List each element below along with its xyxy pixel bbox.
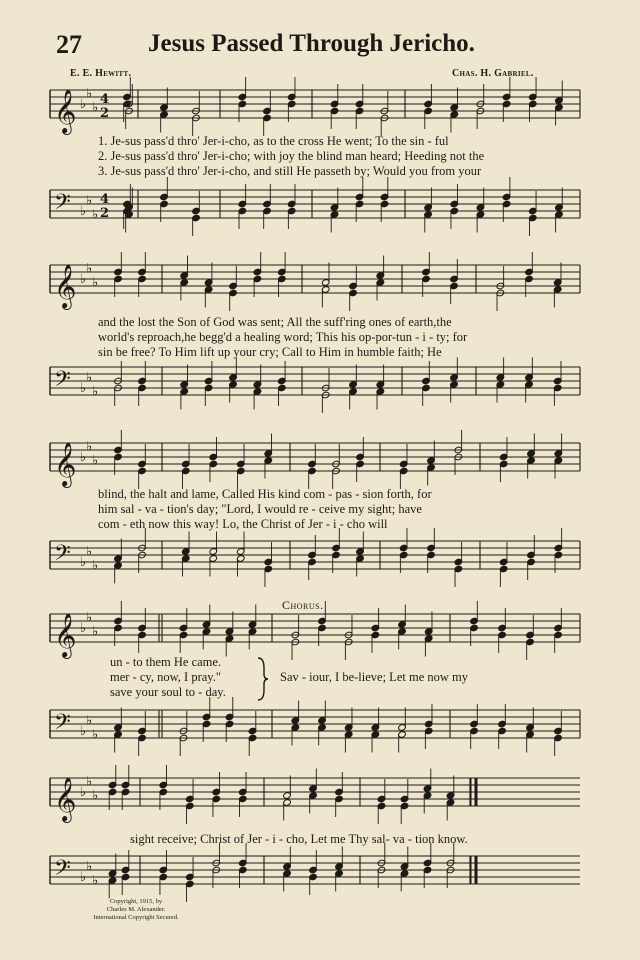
flat-sign-icon: ♭	[86, 544, 93, 560]
flat-sign-icon: ♭	[80, 785, 87, 800]
flat-sign-icon: ♭	[80, 621, 87, 636]
bass-staff	[50, 541, 580, 601]
copyright-line: Copyright, 1915, by	[109, 898, 163, 905]
treble-clef-icon: 𝄞	[54, 777, 77, 821]
lyric-line: him sal - va - tion's day; "Lord, I would re - ceive my sight; have	[98, 502, 422, 516]
flat-sign-icon: ♭	[92, 275, 99, 291]
lyric-line: mer - cy, now, I pray."	[110, 670, 221, 684]
flat-sign-icon: ♭	[92, 453, 99, 469]
bass-staff	[50, 710, 580, 770]
treble-clef-icon: 𝄞	[54, 613, 77, 657]
lyric-line: save your soul to - day.	[110, 685, 226, 699]
flat-sign-icon: ♭	[86, 439, 93, 455]
time-signature-icon: 2	[100, 206, 110, 221]
treble-clef-icon: 𝄞	[54, 264, 77, 308]
lyric-line: 1. Je-sus pass'd thro' Jer-i-cho, as to the cross He went; To the sin - ful	[98, 134, 449, 148]
lyric-line: un - to them He came.	[110, 655, 222, 669]
time-signature-icon: 4	[100, 92, 110, 107]
flat-sign-icon: ♭	[92, 100, 99, 116]
flat-sign-icon: ♭	[86, 86, 93, 102]
flat-sign-icon: ♭	[80, 870, 87, 885]
flat-sign-icon: ♭	[80, 272, 87, 287]
flat-sign-icon: ♭	[80, 97, 87, 112]
chorus-label: Chorus.	[282, 598, 324, 612]
hymn-number: 27	[56, 30, 82, 59]
lyric-line: sin be free? To Him lift up your cry; Call to Him in humble faith; He	[98, 345, 442, 359]
music-system-2	[50, 255, 580, 415]
bass-clef-icon: 𝄢	[54, 367, 71, 397]
treble-clef-icon: 𝄞	[54, 442, 77, 486]
music-system-3	[50, 425, 580, 585]
bass-clef-icon: 𝄢	[54, 710, 71, 740]
copyright-notice	[66, 898, 206, 922]
copyright-line: Charles M. Alexander.	[106, 906, 166, 913]
lyric-line: 2. Je-sus pass'd thro' Jer-i-cho; with joy the blind man heard; Heeding not the	[98, 149, 485, 163]
flat-sign-icon: ♭	[80, 724, 87, 739]
lyric-line: world's reproach,he begg'd a healing word; This his op-por-tun - i - ty; for	[98, 330, 468, 344]
flat-sign-icon: ♭	[92, 727, 99, 743]
treble-staff	[50, 774, 580, 838]
time-signature-icon: 4	[100, 192, 110, 207]
brace-icon	[256, 656, 268, 702]
bass-clef-icon: 𝄢	[54, 190, 71, 220]
flat-sign-icon: ♭	[92, 873, 99, 889]
flat-sign-icon: ♭	[86, 261, 93, 277]
hymn-title: Jesus Passed Through Jericho.	[148, 30, 475, 57]
flat-sign-icon: ♭	[86, 370, 93, 386]
flat-sign-icon: ♭	[80, 555, 87, 570]
flat-sign-icon: ♭	[92, 624, 99, 640]
lyric-line: com - eth now this way! Lo, the Christ of Jer - i - cho will	[98, 517, 388, 531]
flat-sign-icon: ♭	[92, 384, 99, 400]
flat-sign-icon: ♭	[92, 558, 99, 574]
flat-sign-icon: ♭	[86, 193, 93, 209]
flat-sign-icon: ♭	[80, 204, 87, 219]
lyricist-credit: E. E. Hewitt.	[70, 68, 132, 79]
flat-sign-icon: ♭	[86, 859, 93, 875]
time-signature-icon: 2	[100, 106, 110, 121]
chorus-lyric: Sav - iour, I be-lieve; Let me now my	[280, 670, 468, 684]
flat-sign-icon: ♭	[86, 610, 93, 626]
flat-sign-icon: ♭	[92, 788, 99, 804]
lyric-line: sight receive; Christ of Jer - i - cho, Let me Thy sal- va - tion know.	[130, 832, 468, 846]
lyric-line: blind, the halt and lame, Called His kind com - pas - sion forth, for	[98, 487, 432, 501]
composer-credit: Chas. H. Gabriel.	[452, 68, 534, 79]
music-system-4	[50, 600, 580, 760]
music-system-1	[50, 80, 580, 240]
lyric-line: 3. Je-sus pass'd thro' Jer-i-cho, and still He passeth by; Would you from your	[98, 164, 482, 178]
bass-staff	[50, 190, 580, 250]
flat-sign-icon: ♭	[80, 450, 87, 465]
bass-clef-icon: 𝄢	[54, 856, 71, 886]
copyright-line: International Copyright Secured.	[93, 914, 179, 921]
treble-clef-icon: 𝄞	[54, 89, 77, 133]
flat-sign-icon: ♭	[80, 381, 87, 396]
flat-sign-icon: ♭	[86, 713, 93, 729]
bass-staff	[50, 367, 580, 427]
flat-sign-icon: ♭	[92, 207, 99, 223]
flat-sign-icon: ♭	[86, 774, 93, 790]
lyric-line: and the lost the Son of God was sent; All the suff'ring ones of earth,the	[98, 315, 452, 329]
bass-clef-icon: 𝄢	[54, 541, 71, 571]
